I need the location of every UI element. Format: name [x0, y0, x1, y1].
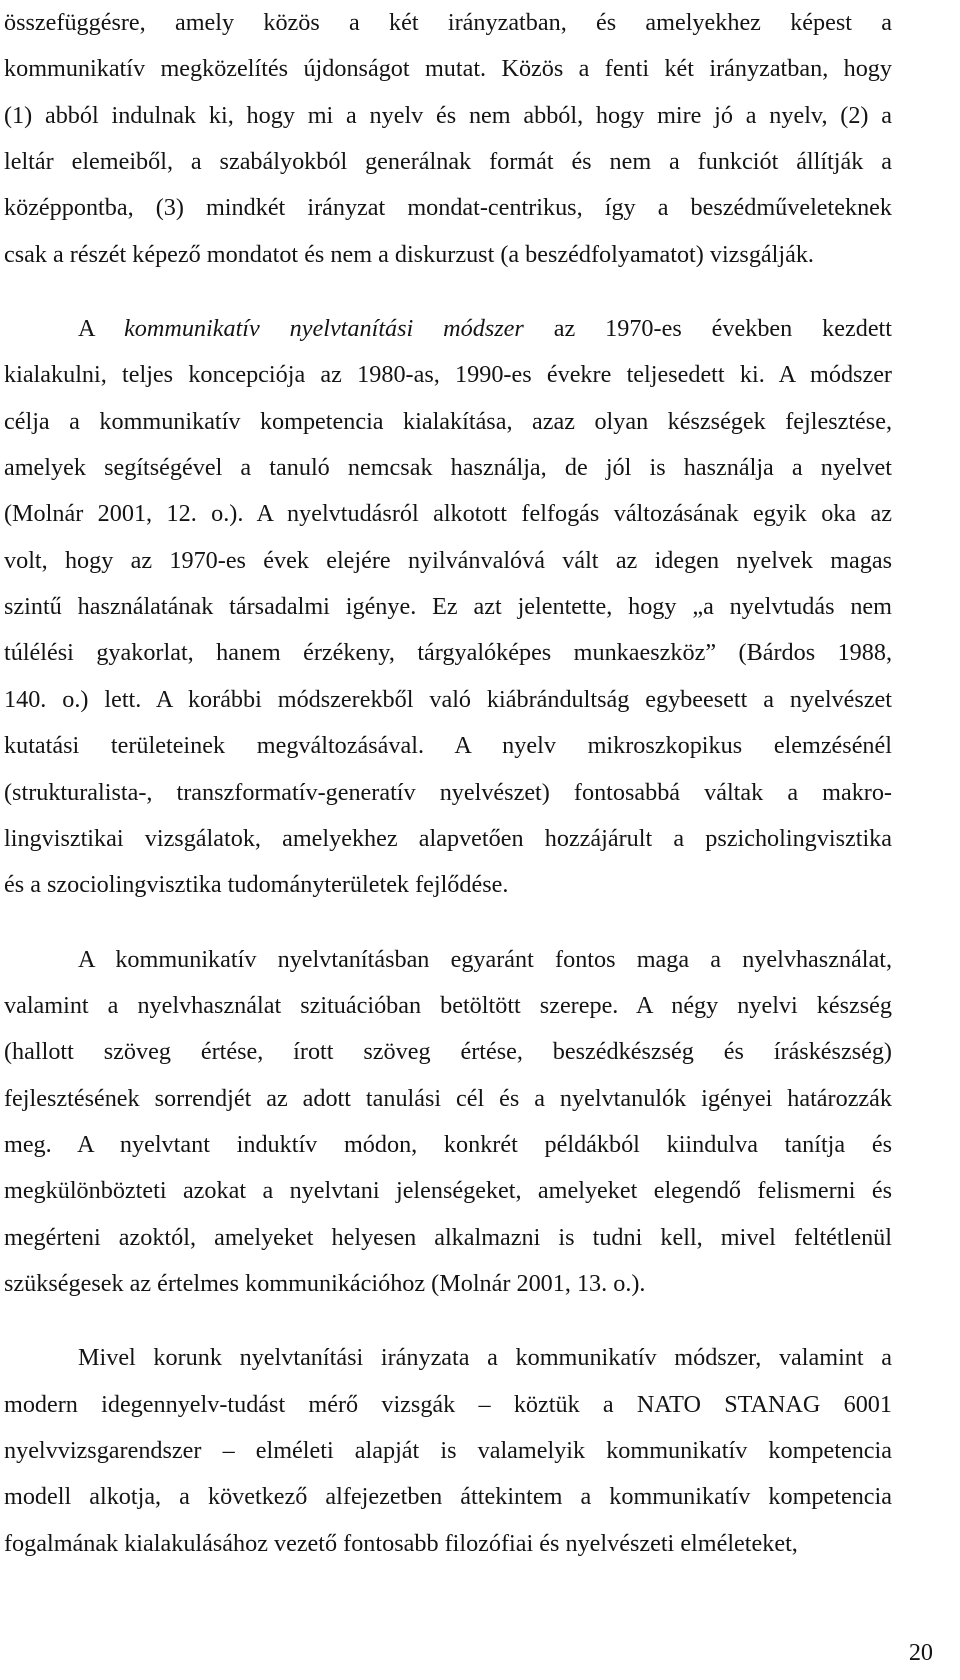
text-line: szintű használatának társadalmi igénye. Ez azt jelentette, hogy „a nyelvtudás nem [4, 593, 892, 621]
text-line: amelyek segítségével a tanuló nemcsak használja, de jól is használja a nyelvet [4, 454, 892, 482]
text-line: leltár elemeiből, a szabályokból generálnak formát és nem a funkciót állítják a [4, 148, 892, 176]
text-line: (1) abból indulnak ki, hogy mi a nyelv és nem abból, hogy mire jó a nyelv, (2) a [4, 101, 892, 129]
text-line: csak a részét képező mondatot és nem a diskurzust (a beszédfolyamatot) vizsgálják. [4, 240, 814, 268]
body-text [4, 0, 892, 1567]
text-line: középpontba, (3) mindkét irányzat mondat-centrikus, így a beszédműveleteknek [4, 194, 892, 222]
text-line: (Molnár 2001, 12. o.). A nyelvtudásról alkotott felfogás változásának egyik oka az [4, 500, 892, 528]
text-line: nyelvvizsgarendszer – elméleti alapját is valamelyik kommunikatív kompetencia [4, 1436, 892, 1464]
text-line: megkülönbözteti azokat a nyelvtani jelenségeket, amelyeket elegendő felismerni és [4, 1177, 892, 1205]
text-line: kommunikatív megközelítés újdonságot mutat. Közös a fenti két irányzatban, hogy [4, 55, 892, 83]
text-line: (strukturalista-, transzformatív-generatív nyelvészet) fontosabbá váltak a makro- [4, 778, 892, 806]
text-line: (hallott szöveg értése, írott szöveg értése, beszédkészség és íráskészség) [4, 1038, 892, 1066]
text-line: Mivel korunk nyelvtanítási irányzata a kommunikatív módszer, valamint a [78, 1344, 892, 1372]
text-line: 140. o.) lett. A korábbi módszerekből való kiábrándultság egybeesett a nyelvészet [4, 685, 892, 713]
text-line: kutatási területeinek megváltozásával. A nyelv mikroszkopikus elemzésénél [4, 732, 892, 760]
emphasized-term: kommunikatív nyelvtanítási módszer [124, 315, 524, 343]
page-number: 20 [908, 1639, 933, 1666]
text-line: valamint a nyelvhasználat szituációban betöltött szerepe. A négy nyelvi készség [4, 991, 892, 1019]
text-line: modell alkotja, a következő alfejezetben áttekintem a kommunikatív kompetencia [4, 1483, 892, 1511]
text-line: A kommunikatív nyelvtanítási módszer az 1970-es években kezdett [78, 315, 892, 343]
text-line: A kommunikatív nyelvtanításban egyaránt fontos maga a nyelvhasználat, [78, 945, 892, 973]
paragraph-p3 [4, 937, 892, 1308]
paragraph-p1 [4, 0, 892, 278]
paragraph-p4 [4, 1335, 892, 1567]
text-line: lingvisztikai vizsgálatok, amelyekhez alapvetően hozzájárult a pszicholingvisztika [4, 824, 892, 852]
text-line: fejlesztésének sorrendjét az adott tanulási cél és a nyelvtanulók igényei határozzák [4, 1084, 892, 1112]
text-line: szükségesek az értelmes kommunikációhoz (Molnár 2001, 13. o.). [4, 1269, 646, 1297]
text-line: kialakulni, teljes koncepciója az 1980-as, 1990-es évekre teljesedett ki. A módszer [4, 361, 892, 389]
text-line: túlélési gyakorlat, hanem érzékeny, tárgyalóképes munkaeszköz” (Bárdos 1988, [4, 639, 892, 667]
paragraph-p2 [4, 306, 892, 908]
text-line: volt, hogy az 1970-es évek elejére nyilvánvalóvá vált az idegen nyelvek magas [4, 546, 892, 574]
text-line: és a szociolingvisztika tudományterületek fejlődése. [4, 871, 509, 899]
text-line: fogalmának kialakulásához vezető fontosabb filozófiai és nyelvészeti elméleteket, [4, 1529, 798, 1557]
text-line: összefüggésre, amely közös a két irányzatban, és amelyekhez képest a [4, 9, 892, 36]
text-line: meg. A nyelvtant induktív módon, konkrét példákból kiindulva tanítja és [4, 1130, 892, 1158]
text-line: modern idegennyelv-tudást mérő vizsgák – köztük a NATO STANAG 6001 [4, 1390, 892, 1418]
text-line: megérteni azoktól, amelyeket helyesen alkalmazni is tudni kell, mivel feltétlenül [4, 1223, 892, 1251]
text-line: célja a kommunikatív kompetencia kialakítása, azaz olyan készségek fejlesztése, [4, 407, 892, 435]
